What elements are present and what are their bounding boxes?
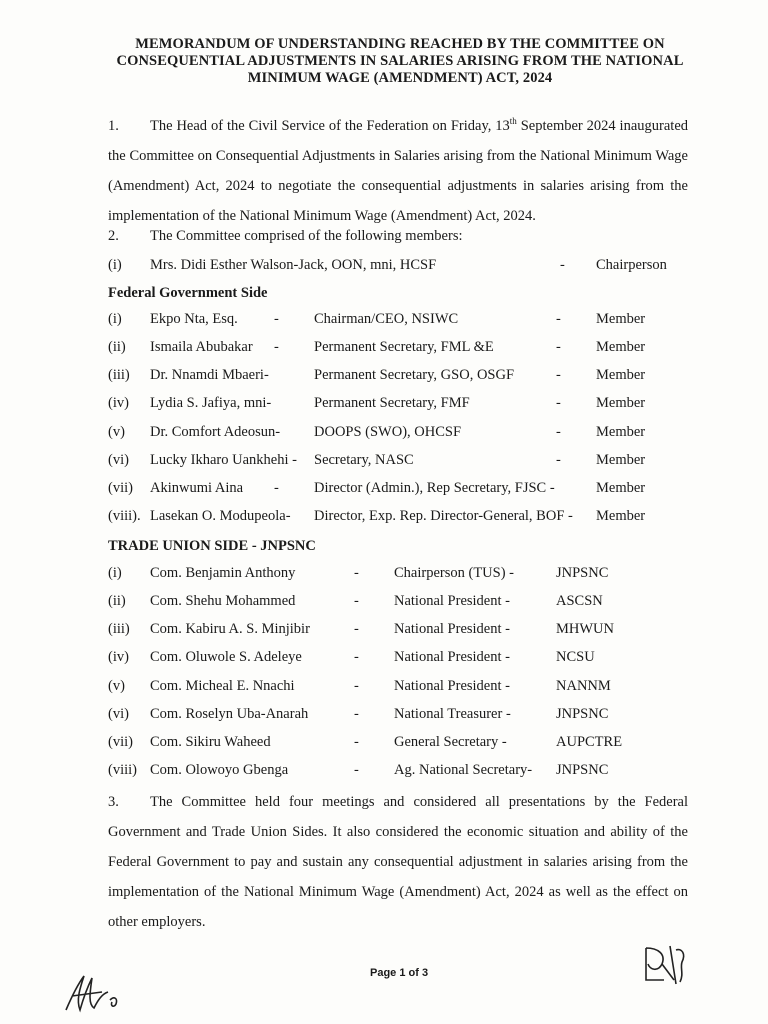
member-name: Com. Olowoyo Gbenga bbox=[150, 762, 289, 778]
member-dash: - bbox=[354, 706, 359, 722]
member-name: Com. Oluwole S. Adeleye bbox=[150, 649, 302, 665]
member-dash: - bbox=[556, 452, 561, 468]
member-dash: - bbox=[354, 593, 359, 609]
member-index: (v) bbox=[108, 424, 125, 440]
chair-index: (i) bbox=[108, 257, 122, 273]
member-role: Member bbox=[596, 424, 646, 440]
member-office: Director, Exp. Rep. Director-General, BOF - bbox=[314, 508, 573, 524]
member-office: Secretary, NASC bbox=[314, 452, 414, 468]
member-index: (vii) bbox=[108, 480, 133, 496]
signature-left-icon bbox=[58, 966, 128, 1018]
fg-heading: Federal Government Side bbox=[108, 285, 268, 301]
member-union: JNPSNC bbox=[556, 762, 609, 778]
member-office: Chairperson (TUS) - bbox=[394, 565, 515, 581]
member-dash: - bbox=[274, 339, 279, 355]
member-office: Chairman/CEO, NSIWC bbox=[314, 311, 459, 327]
member-index: (i) bbox=[108, 311, 122, 327]
member-office: Ag. National Secretary- bbox=[394, 762, 533, 778]
member-index: (i) bbox=[108, 565, 122, 581]
paragraph-number: 3. bbox=[108, 794, 119, 810]
paragraph-text: The Head of the Civil Service of the Federation on Friday, 13 bbox=[150, 117, 510, 134]
member-name: Com. Roselyn Uba-Anarah bbox=[150, 706, 309, 722]
paragraph-text-cont: September 2024 inaugurated the Committee on Consequential Adjustments in Salaries arising from the National Minimum Wage (Amendment) Act, 2024 to negotiate the consequential adjustments in salaries arising from the implementation of the National Minimum Wage (Amendment) Act, 2024. bbox=[108, 117, 688, 224]
title-line-3: MINIMUM WAGE (AMENDMENT) ACT, 2024 bbox=[247, 70, 553, 86]
member-dash: - bbox=[354, 565, 359, 581]
member-dash: - bbox=[274, 480, 279, 496]
paragraph-text: The Committee comprised of the following members: bbox=[150, 228, 463, 244]
member-dash: - bbox=[556, 424, 561, 440]
member-index: (vi) bbox=[108, 452, 129, 468]
member-office: Permanent Secretary, FMF bbox=[314, 395, 470, 411]
member-name: Lydia S. Jafiya, mni- bbox=[150, 395, 272, 411]
member-name: Lucky Ikharo Uankhehi - bbox=[150, 452, 297, 468]
paragraph-number: 2. bbox=[108, 228, 119, 244]
member-dash: - bbox=[354, 621, 359, 637]
member-name: Ismaila Abubakar bbox=[150, 339, 253, 355]
member-union: MHWUN bbox=[556, 621, 614, 637]
member-index: (iv) bbox=[108, 395, 129, 411]
member-union: AUPCTRE bbox=[556, 734, 623, 750]
paragraph-text: The Committee held four meetings and considered all presentations by the Federal Government and Trade Union Sides. It also considered the economic situation and ability of the Federal Government to pay and sustain any consequential adjustment in salaries arising from the implementation of the National Minimum Wage (Amendment) Act, 2024 as well as the effect on other employers. bbox=[108, 794, 688, 930]
signature-right-icon bbox=[640, 940, 690, 988]
member-dash: - bbox=[556, 367, 561, 383]
member-office: National President - bbox=[394, 649, 510, 665]
title-line-2: CONSEQUENTIAL ADJUSTMENTS IN SALARIES ARISING FROM THE NATIONAL bbox=[116, 53, 684, 69]
chair-role: Chairperson bbox=[596, 257, 667, 273]
member-name: Com. Kabiru A. S. Minjibir bbox=[150, 621, 310, 637]
tu-heading: TRADE UNION SIDE - JNPSNC bbox=[108, 538, 316, 554]
member-union: JNPSNC bbox=[556, 565, 609, 581]
member-dash: - bbox=[556, 339, 561, 355]
member-name: Dr. Nnamdi Mbaeri- bbox=[150, 367, 269, 383]
member-union: NANNM bbox=[556, 678, 611, 694]
member-dash: - bbox=[354, 762, 359, 778]
member-name: Com. Shehu Mohammed bbox=[150, 593, 296, 609]
member-office: Permanent Secretary, GSO, OSGF bbox=[314, 367, 515, 383]
member-index: (iii) bbox=[108, 367, 130, 383]
member-role: Member bbox=[596, 452, 646, 468]
superscript: th bbox=[509, 116, 517, 126]
member-role: Member bbox=[596, 339, 646, 355]
member-role: Member bbox=[596, 480, 646, 496]
member-index: (viii) bbox=[108, 762, 137, 778]
page-number: Page 1 of 3 bbox=[370, 967, 429, 979]
member-index: (iv) bbox=[108, 649, 129, 665]
member-index: (vii) bbox=[108, 734, 133, 750]
member-dash: - bbox=[556, 311, 561, 327]
member-name: Ekpo Nta, Esq. bbox=[150, 311, 238, 327]
member-role: Member bbox=[596, 367, 646, 383]
member-index: (ii) bbox=[108, 339, 126, 355]
member-office: National President - bbox=[394, 678, 510, 694]
member-union: JNPSNC bbox=[556, 706, 609, 722]
member-name: Akinwumi Aina bbox=[150, 480, 244, 496]
member-office: National President - bbox=[394, 621, 510, 637]
chair-dash: - bbox=[560, 257, 565, 273]
member-office: Permanent Secretary, FML &E bbox=[314, 339, 494, 355]
member-index: (vi) bbox=[108, 706, 129, 722]
member-union: NCSU bbox=[556, 649, 595, 665]
member-name: Com. Sikiru Waheed bbox=[150, 734, 271, 750]
paragraph-3 bbox=[108, 787, 688, 937]
member-dash: - bbox=[354, 678, 359, 694]
member-office: National Treasurer - bbox=[394, 706, 511, 722]
member-dash: - bbox=[274, 311, 279, 327]
member-dash: - bbox=[354, 734, 359, 750]
member-office: DOOPS (SWO), OHCSF bbox=[314, 424, 462, 440]
paragraph-1 bbox=[108, 106, 688, 231]
member-index: (viii). bbox=[108, 508, 141, 524]
member-name: Com. Micheal E. Nnachi bbox=[150, 678, 295, 694]
member-role: Member bbox=[596, 311, 646, 327]
paragraph-number: 1. bbox=[108, 117, 119, 134]
document-title bbox=[100, 36, 700, 87]
member-index: (iii) bbox=[108, 621, 130, 637]
member-name: Com. Benjamin Anthony bbox=[150, 565, 296, 581]
member-dash: - bbox=[354, 649, 359, 665]
member-dash: - bbox=[556, 395, 561, 411]
member-office: Director (Admin.), Rep Secretary, FJSC - bbox=[314, 480, 555, 496]
member-name: Lasekan O. Modupeola- bbox=[150, 508, 291, 524]
member-office: General Secretary - bbox=[394, 734, 507, 750]
member-office: National President - bbox=[394, 593, 510, 609]
member-role: Member bbox=[596, 395, 646, 411]
chair-name: Mrs. Didi Esther Walson-Jack, OON, mni, HCSF bbox=[150, 257, 437, 273]
member-name: Dr. Comfort Adeosun- bbox=[150, 424, 281, 440]
title-line-1: MEMORANDUM OF UNDERSTANDING REACHED BY THE COMMITTEE ON bbox=[135, 36, 665, 52]
member-role: Member bbox=[596, 508, 646, 524]
member-index: (v) bbox=[108, 678, 125, 694]
member-index: (ii) bbox=[108, 593, 126, 609]
member-union: ASCSN bbox=[556, 593, 603, 609]
